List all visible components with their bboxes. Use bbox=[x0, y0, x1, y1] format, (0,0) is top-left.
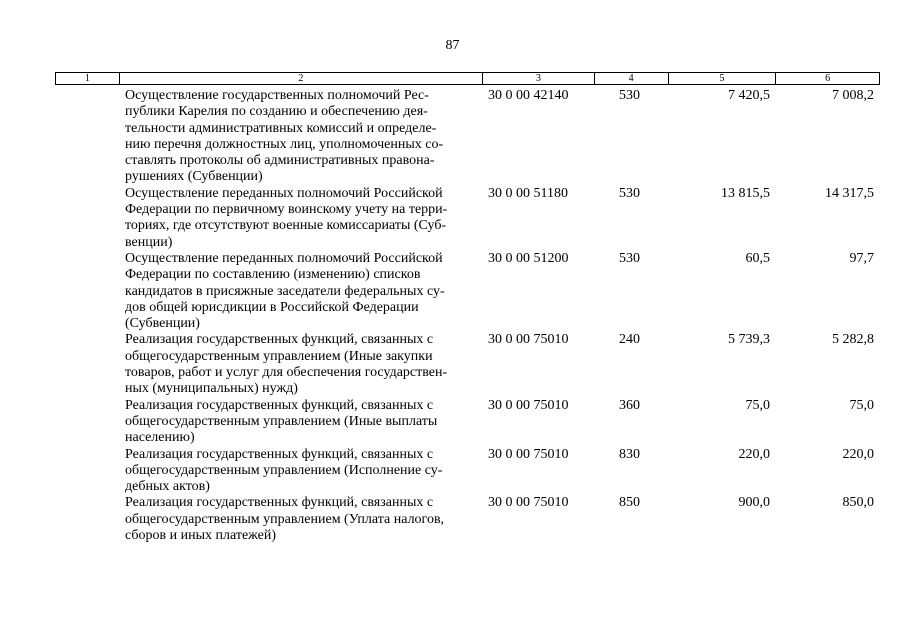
description-line: сборов и иных платежей) bbox=[125, 528, 277, 544]
row-code: 30 0 00 42140 bbox=[488, 88, 569, 103]
table-row bbox=[55, 251, 880, 332]
row-sum-1: 900,0 bbox=[738, 495, 770, 511]
header-col-2: 2 bbox=[120, 73, 483, 84]
description-line: товаров, работ и услуг для обеспечения государствен- bbox=[125, 365, 448, 381]
description-line: венции) bbox=[125, 234, 173, 250]
description-line: тельности административных комиссий и определе- bbox=[125, 120, 437, 136]
description-line: кандидатов в присяжные заседатели федеральных су- bbox=[125, 283, 445, 299]
description-line: населению) bbox=[125, 430, 195, 446]
description-line: Осуществление государственных полномочий Рес- bbox=[125, 88, 429, 103]
description-line: общегосударственным управлением (Исполнение су- bbox=[125, 462, 443, 478]
table-row bbox=[55, 447, 880, 496]
row-sum-1: 5 739,3 bbox=[728, 332, 770, 348]
row-code: 30 0 00 75010 bbox=[488, 446, 569, 462]
row-empty-cell bbox=[55, 186, 125, 251]
row-expense-type: 530 bbox=[619, 88, 640, 103]
description-line: (Субвенции) bbox=[125, 316, 200, 332]
table-row bbox=[55, 186, 880, 251]
header-col-3: 3 bbox=[483, 73, 595, 84]
description-line: ставлять протоколы об административных правона- bbox=[125, 153, 435, 169]
description-line: Реализация государственных функций, связанных с bbox=[125, 397, 434, 413]
row-empty-cell bbox=[55, 251, 125, 332]
row-description bbox=[125, 447, 483, 496]
description-line: общегосударственным управлением (Иные закупки bbox=[125, 348, 433, 364]
row-expense-type: 830 bbox=[619, 446, 640, 462]
row-sum-1: 60,5 bbox=[745, 250, 770, 266]
row-description bbox=[125, 398, 483, 447]
description-line: публики Карелия по созданию и обеспечению дея- bbox=[125, 104, 428, 120]
description-line: Реализация государственных функций, связанных с bbox=[125, 495, 434, 511]
description-line: Федерации по первичному воинскому учету на терри- bbox=[125, 202, 448, 218]
row-sum-1: 7 420,5 bbox=[728, 88, 770, 103]
row-sum-2: 850,0 bbox=[842, 495, 874, 511]
row-description bbox=[125, 495, 483, 544]
description-line: Реализация государственных функций, связанных с bbox=[125, 446, 434, 462]
row-expense-type: 850 bbox=[619, 495, 640, 511]
description-line: рушениях (Субвенции) bbox=[125, 169, 263, 185]
row-description bbox=[125, 251, 483, 332]
description-line: дов общей юрисдикции в Российской Федерации bbox=[125, 299, 419, 315]
row-sum-1: 13 815,5 bbox=[721, 185, 770, 201]
description-line: Осуществление переданных полномочий Российской bbox=[125, 250, 443, 266]
table-row bbox=[55, 88, 880, 186]
row-description bbox=[125, 332, 483, 397]
row-sum-2: 220,0 bbox=[842, 446, 874, 462]
row-sum-2: 75,0 bbox=[849, 397, 874, 413]
row-sum-2: 5 282,8 bbox=[832, 332, 874, 348]
description-line: Реализация государственных функций, связанных с bbox=[125, 332, 434, 348]
header-col-1: 1 bbox=[56, 73, 120, 84]
page-number: 87 bbox=[445, 38, 460, 53]
row-empty-cell bbox=[55, 88, 125, 186]
row-expense-type: 360 bbox=[619, 397, 640, 413]
table-body bbox=[55, 88, 880, 544]
description-line: Осуществление переданных полномочий Российской bbox=[125, 185, 443, 201]
row-expense-type: 240 bbox=[619, 332, 640, 348]
row-sum-2: 7 008,2 bbox=[832, 88, 874, 103]
row-empty-cell bbox=[55, 398, 125, 447]
row-sum-1: 220,0 bbox=[738, 446, 770, 462]
description-line: нию перечня должностных лиц, уполномоченных со- bbox=[125, 136, 444, 152]
table-row bbox=[55, 495, 880, 544]
row-description bbox=[125, 186, 483, 251]
header-col-6: 6 bbox=[825, 73, 831, 84]
row-sum-2: 97,7 bbox=[849, 250, 874, 266]
description-line: ных (муниципальных) нужд) bbox=[125, 381, 298, 397]
description-line: Федерации по составлению (изменению) списков bbox=[125, 267, 421, 283]
row-empty-cell bbox=[55, 332, 125, 397]
row-expense-type: 530 bbox=[619, 250, 640, 266]
row-code: 30 0 00 75010 bbox=[488, 495, 569, 511]
row-sum-2: 14 317,5 bbox=[825, 185, 874, 201]
description-line: ториях, где отсутствуют военные комиссариаты (Суб- bbox=[125, 218, 447, 234]
table-row bbox=[55, 398, 880, 447]
row-code: 30 0 00 75010 bbox=[488, 332, 569, 348]
table-row bbox=[55, 332, 880, 397]
row-empty-cell bbox=[55, 495, 125, 544]
row-code: 30 0 00 75010 bbox=[488, 397, 569, 413]
row-empty-cell bbox=[55, 447, 125, 496]
description-line: общегосударственным управлением (Иные выплаты bbox=[125, 413, 438, 429]
description-line: дебных актов) bbox=[125, 479, 210, 495]
header-col-5: 5 bbox=[669, 73, 777, 84]
row-code: 30 0 00 51200 bbox=[488, 250, 569, 266]
row-expense-type: 530 bbox=[619, 185, 640, 201]
description-line: общегосударственным управлением (Уплата налогов, bbox=[125, 511, 445, 527]
row-code: 30 0 00 51180 bbox=[488, 185, 568, 201]
row-sum-1: 75,0 bbox=[745, 397, 770, 413]
header-col-4: 4 bbox=[595, 73, 669, 84]
row-description bbox=[125, 88, 483, 186]
table-header-row bbox=[55, 72, 880, 85]
